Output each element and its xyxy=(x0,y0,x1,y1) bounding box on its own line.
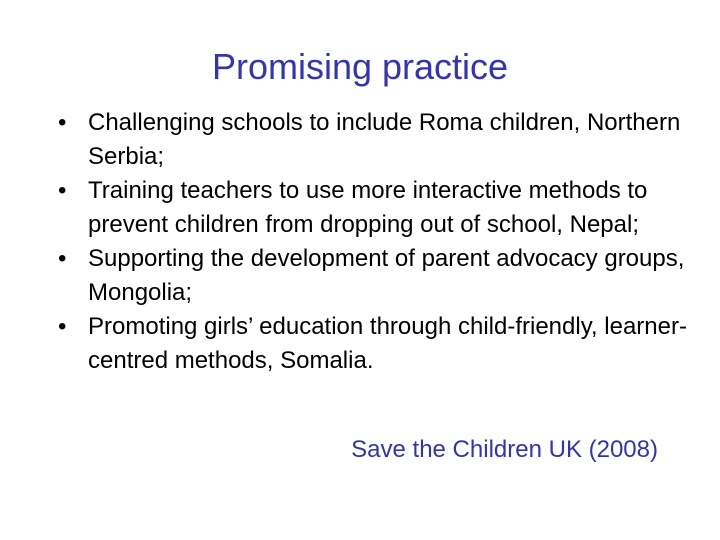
bullet-item-nepal xyxy=(58,174,688,242)
bullet-item-somalia xyxy=(58,310,688,378)
bullet-text: Promoting girls’ education through child-friendly, learner-centred methods, Somalia. xyxy=(88,313,687,374)
bullet-text: Training teachers to use more interactive methods to prevent children from dropping out of school, Nepal; xyxy=(88,177,648,238)
bullet-item-mongolia xyxy=(58,242,688,310)
source-credit: Save the Children UK (2008) xyxy=(351,436,658,463)
slide-title: Promising practice xyxy=(211,46,509,87)
bullet-item-roma xyxy=(58,106,688,174)
bullet-marker: • xyxy=(58,177,67,204)
bullet-marker: • xyxy=(58,313,67,340)
bullet-marker: • xyxy=(58,245,67,272)
bullet-text: Supporting the development of parent advocacy groups, Mongolia; xyxy=(88,245,685,306)
bullet-marker: • xyxy=(58,109,67,136)
bullet-text: Challenging schools to include Roma children, Northern Serbia; xyxy=(88,109,681,170)
bullet-list xyxy=(58,106,688,378)
